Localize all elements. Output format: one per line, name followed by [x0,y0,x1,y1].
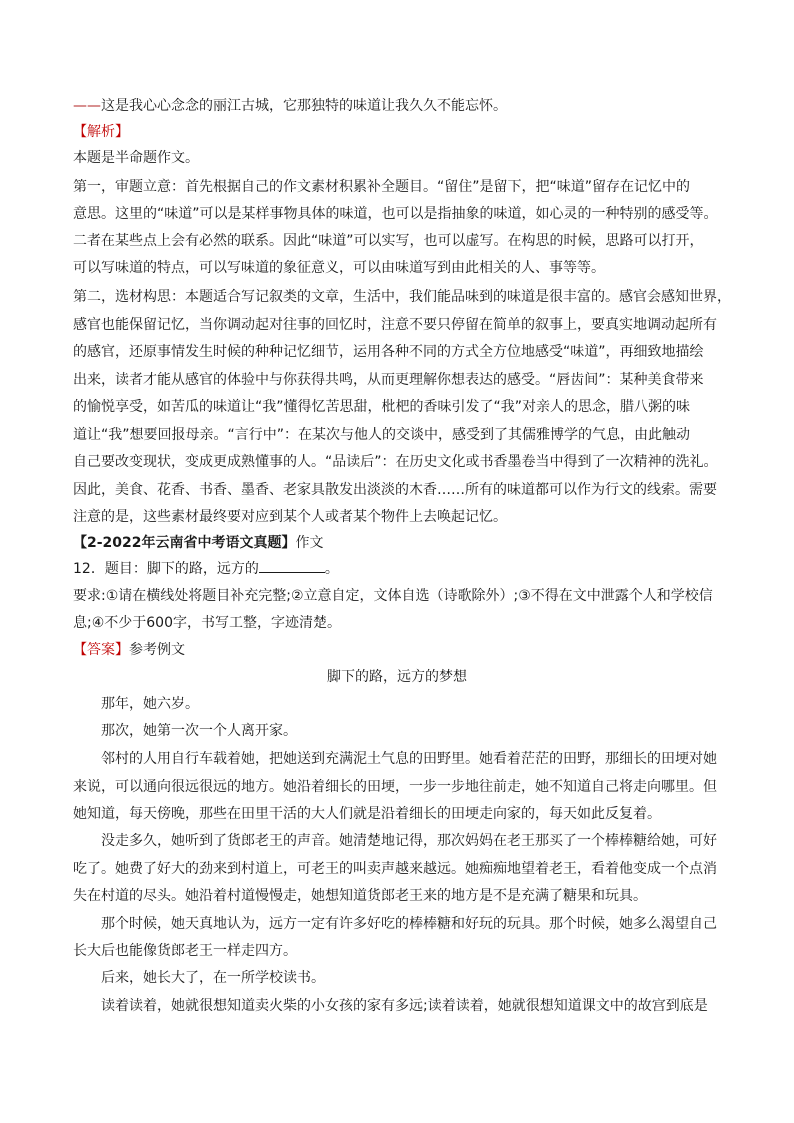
fill-in-blank [259,558,325,573]
requirements-line: 息;④不少于600字，书写工整，字迹清楚。 [73,615,341,631]
essay-line: 失在村道的尽头。她沿着村道慢慢走，她想知道货郎老王来的地方是不是充满了糖果和玩具。 [73,888,647,904]
analysis-intro: 本题是半命题作文。 [73,150,199,166]
title-suffix: 。 [324,561,339,577]
answer-label: 【答案】 [73,642,129,658]
essay-line: 她知道，每天傍晚，那些在田里干活的大人们就是沿着细长的田埂走向家的，每天如此反复着。 [73,806,661,822]
essay-line: 长大后也能像货郎老王一样走四方。 [73,943,297,959]
essay-line: 来说，可以通向很远很远的地方。她沿着细长的田埂，一步一步地往前走，她不知道自己将走向哪里。但 [73,779,717,795]
source-tag: 【2-2022年云南省中考语文真题】 [73,535,296,551]
analysis-line: 第二，选材构思：本题适合写记叙类的文章，生活中，我们能品味到的味道是很丰富的。感官会感知世界， [73,289,731,305]
analysis-line: 可以写味道的特点，可以写味道的象征意义，可以由味道写到由此相关的人、事等等。 [73,260,605,276]
dash-mark: —— [73,98,101,114]
analysis-line: 出来，读者才能从感官的体验中与你获得共鸣，从而更理解你想表达的感受。“唇齿间”：某种美食带来 [73,372,704,388]
answer-heading [73,640,733,660]
analysis-line: 的愉悦享受，如苦瓜的味道让“我”懂得忆苦思甜，枇杷的香味引发了“我”对亲人的思念，腊八粥的味 [73,399,691,415]
title-prefix: 12．题目：脚下的路，远方的 [73,561,259,577]
closing-line [73,96,733,116]
essay-paragraph: 那个时候，她天真地认为，远方一定有许多好吃的棒棒糖和好玩的玩具。那个时候，她多么渴望自己 [101,916,717,932]
question-source [73,533,733,553]
analysis-line: 自己要改变现状，变成更成熟懂事的人。“品读后”：在历史文化或书香墨卷当中得到了一次精神的洗礼。 [73,454,718,470]
analysis-line: 因此，美食、花香、书香、墨香、老家具散发出淡淡的木香……所有的味道都可以作为行文的线索。需要 [73,482,717,498]
analysis-line: 第一，审题立意：首先根据自己的作文素材积累补全题目。“留住”是留下，把“味道”留存在记忆中的 [73,179,691,195]
essay-paragraph: 邻村的人用自行车载着她，把她送到充满泥土气息的田野里。她看着茫茫的田野，那细长的田埂对她 [101,751,717,767]
essay-line: 吃了。她费了好大的劲来到村道上，可老王的叫卖声越来越远。她痴痴地望着老王，看着他变成一个点消 [73,861,717,877]
analysis-line: 的感官，还原事情发生时候的种种记忆细节，运用各种不同的方式全方位地感受“味道”，再细致地描绘 [73,344,704,360]
question-title [73,558,733,579]
analysis-line: 感官也能保留记忆，当你调动起对往事的回忆时，注意不要只停留在简单的叙事上，要真实地调动起所有 [73,317,717,333]
essay-paragraph: 后来，她长大了，在一所学校读书。 [101,970,325,986]
analysis-line: 道让“我”想要回报母亲。“言行中”：在某次与他人的交谈中，感受到了其儒雅博学的气息，由此触动 [73,427,691,443]
analysis-line: 二者在某些点上会有必然的联系。因此“味道”可以实写，也可以虚写。在构思的时候，思路可以打开， [73,233,704,249]
analysis-line: 注意的是，这些素材最终要对应到某个人或者某个物件上去唤起记忆。 [73,509,507,525]
essay-paragraph: 读着读着，她就很想知道卖火柴的小女孩的家有多远;读着读着，她就很想知道课文中的故宫到底是 [101,998,708,1014]
analysis-heading: 【解析】 [73,124,129,140]
answer-type: 参考例文 [129,642,185,658]
essay-paragraph: 没走多久，她听到了货郎老王的声音。她清楚地记得，那次妈妈在老王那买了一个棒棒糖给她，可好 [101,833,717,849]
essay-paragraph: 那次，她第一次一个人离开家。 [101,723,297,739]
requirements-line: 要求:①请在横线处将题目补充完整;②立意自定，文体自选（诗歌除外）;③不得在文中泄露个人和学校信 [73,588,713,604]
essay-title: 脚下的路，远方的梦想 [327,669,467,685]
essay-paragraph: 那年，她六岁。 [101,696,199,712]
closing-text: 这是我心心念念的丽江古城，它那独特的味道让我久久不能忘怀。 [101,98,507,114]
analysis-line: 意思。这里的“味道”可以是某样事物具体的味道，也可以是指抽象的味道，如心灵的一种特别的感受等。 [73,206,718,222]
source-type: 作文 [295,535,324,551]
